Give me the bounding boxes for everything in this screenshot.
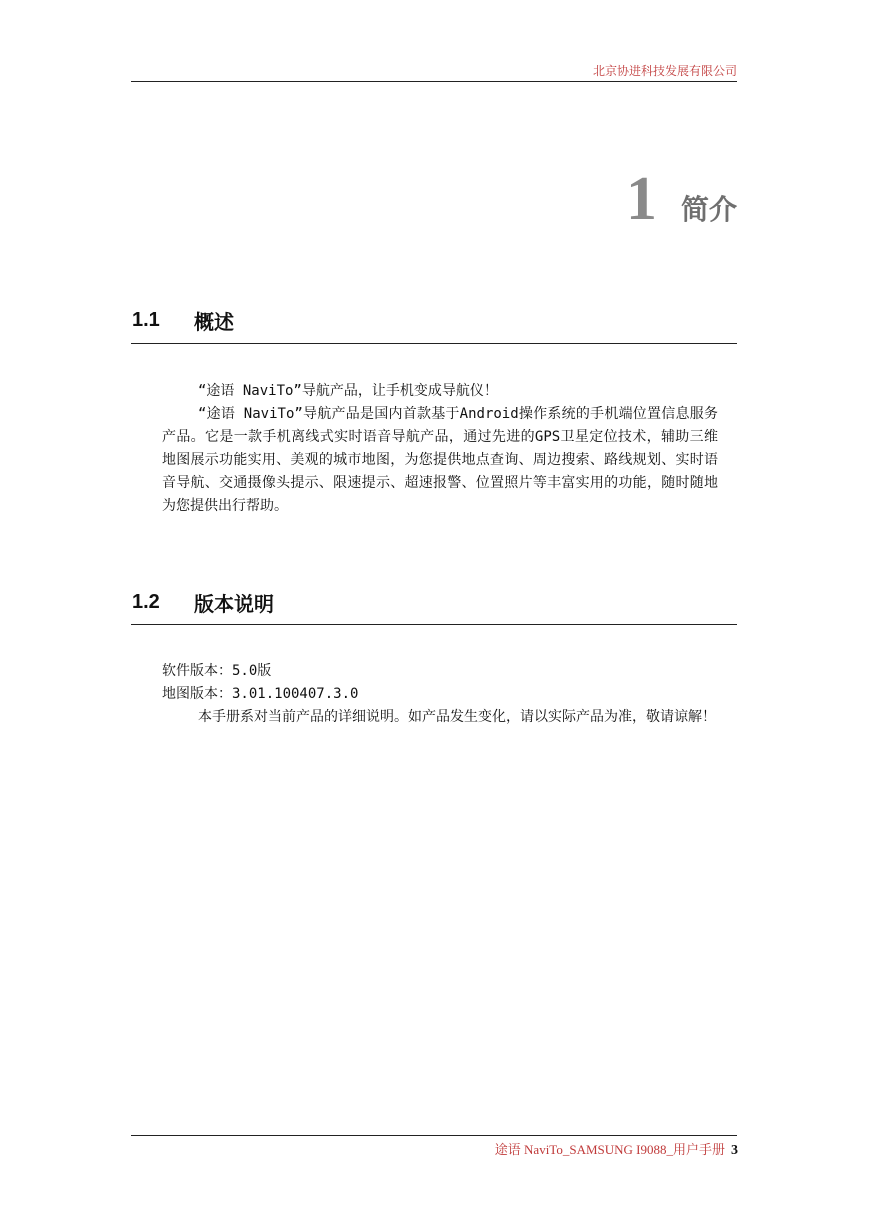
version-note: 本手册系对当前产品的详细说明。如产品发生变化，请以实际产品为准，敬请谅解！: [198, 709, 716, 725]
version-body: [162, 660, 718, 729]
section-rule: [131, 343, 737, 344]
page-number: 3: [731, 1143, 738, 1158]
footer-rule: [131, 1135, 737, 1136]
overview-body: [162, 380, 718, 518]
section-rule: [131, 624, 737, 625]
section-number: 1.2: [132, 591, 160, 613]
header-rule: [131, 81, 737, 82]
footer-doc-title: 途语 NaviTo_SAMSUNG I9088_用户手册: [494, 1142, 725, 1157]
overview-description: “途语 NaviTo”导航产品是国内首款基于Android操作系统的手机端位置信息服务产品。它是一款手机离线式实时语音导航产品，通过先进的GPS卫星定位技术，辅助三维地图展示功能实用、美观的城市地图，为您提供地点查询、周边搜索、路线规划、实时语音导航、交通摄像头提示、限速提示、超速报警、位置照片等丰富实用的功能，随时随地为您提供出行帮助。: [162, 406, 718, 514]
section-heading-overview: [132, 306, 234, 335]
chapter-number: 1: [625, 165, 657, 233]
chapter-title: 简介: [680, 193, 737, 226]
section-title: 版本说明: [194, 592, 274, 616]
section-number: 1.1: [132, 309, 160, 331]
section-heading-version: [132, 588, 274, 617]
overview-slogan: “途语 NaviTo”导航产品，让手机变成导航仪！: [198, 383, 498, 399]
chapter-heading: [625, 165, 737, 233]
footer: [495, 1139, 738, 1159]
header-company-name: 北京协进科技发展有限公司: [592, 64, 737, 78]
map-version: 地图版本：3.01.100407.3.0: [162, 686, 359, 702]
software-version: 软件版本：5.0版: [162, 663, 272, 679]
section-title: 概述: [194, 310, 234, 334]
